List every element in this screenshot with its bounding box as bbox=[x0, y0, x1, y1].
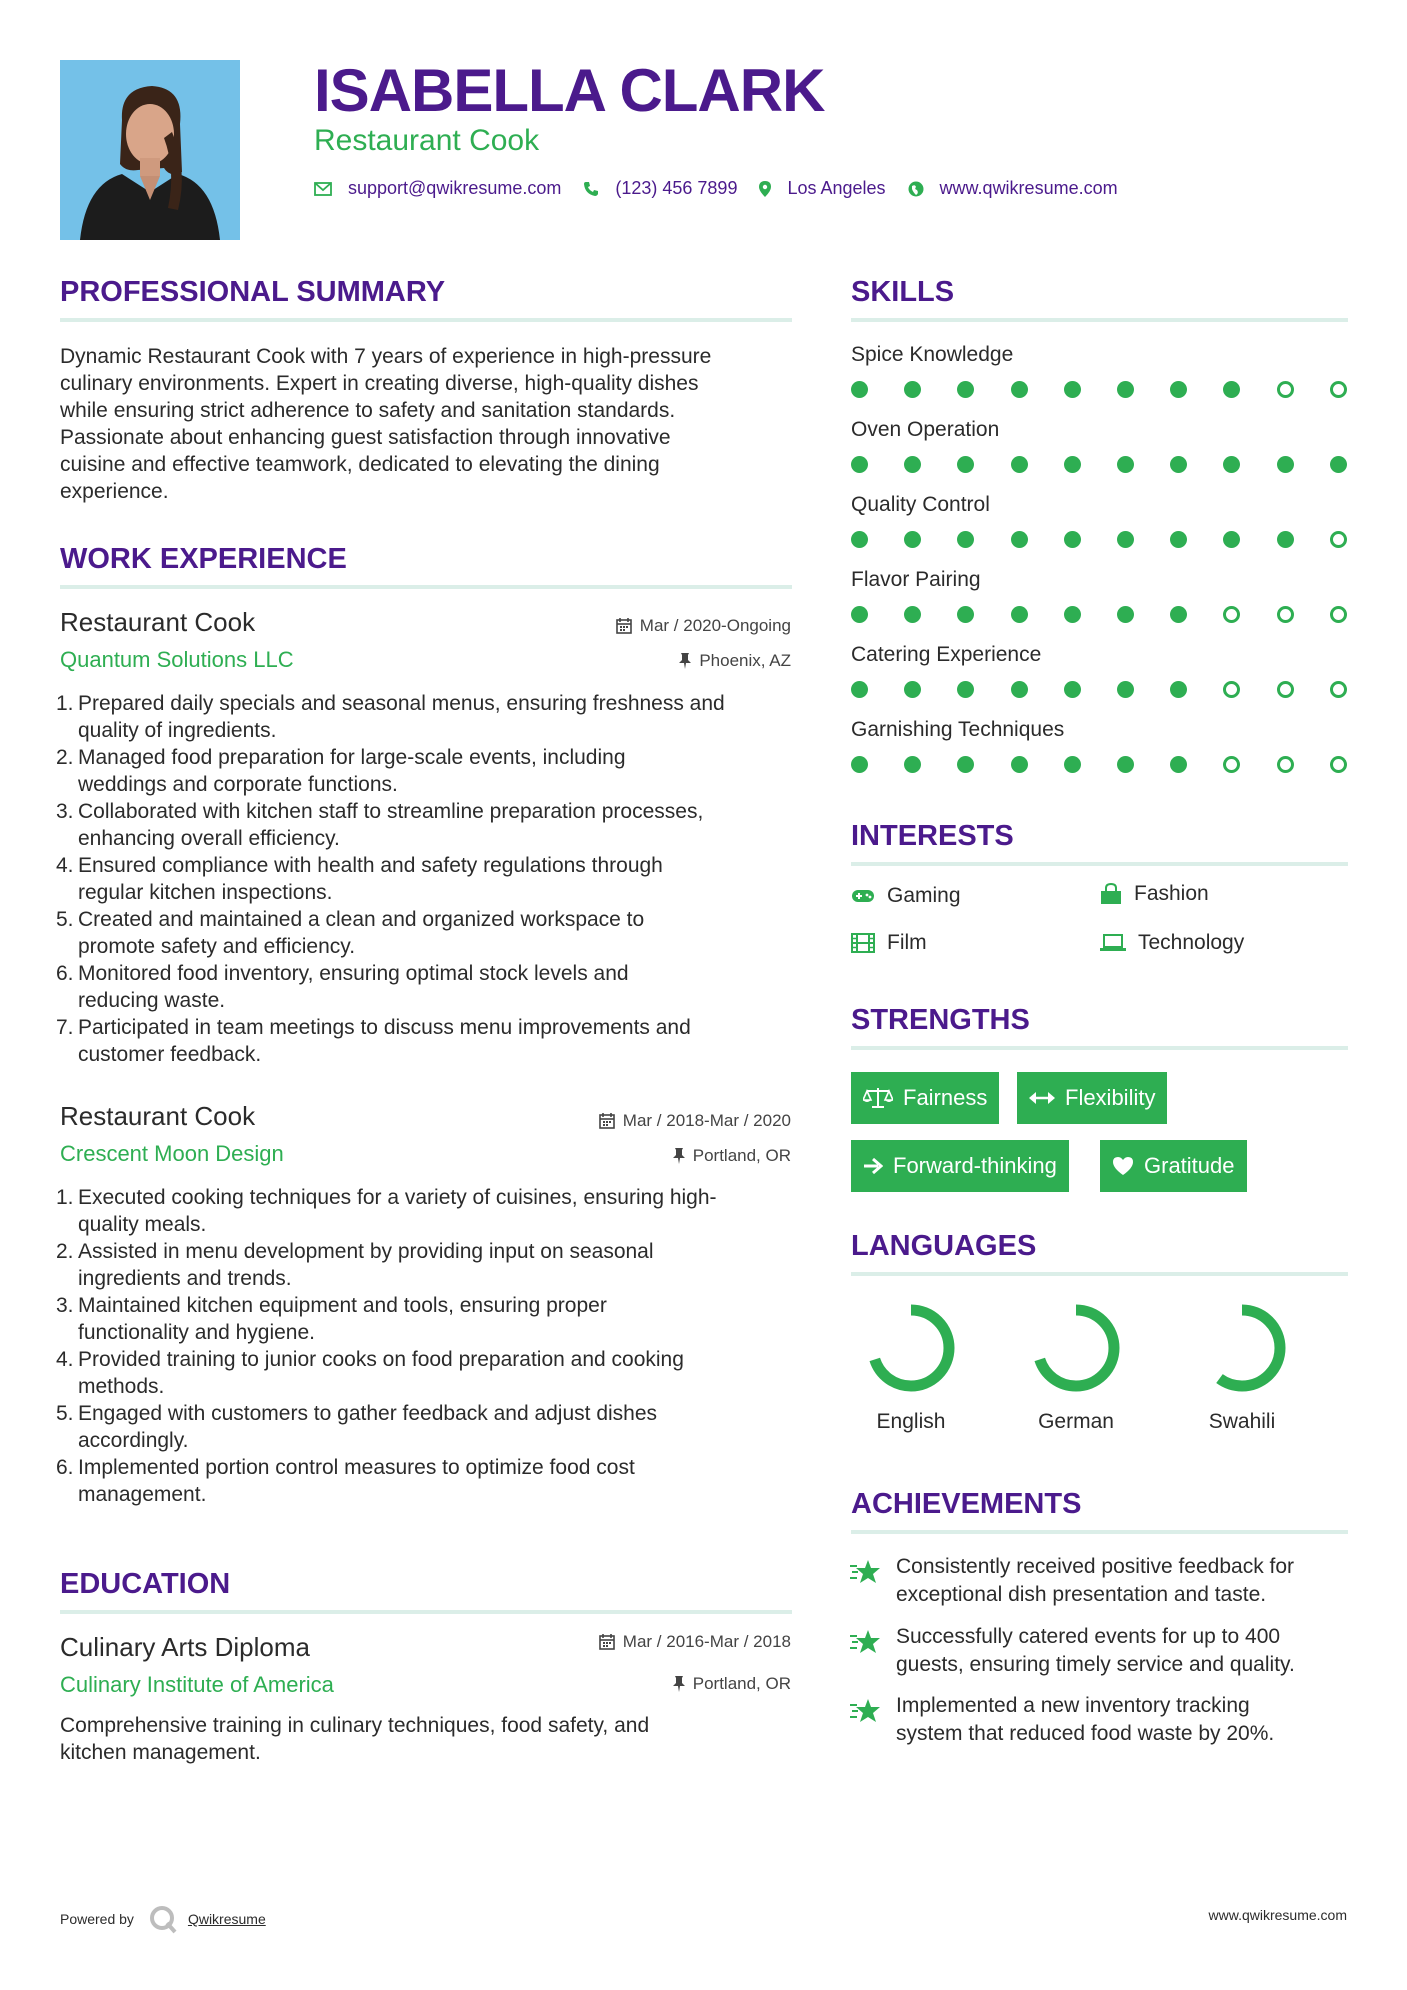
strength-badge-forward-thinking bbox=[851, 1140, 1069, 1192]
interest-label: Film bbox=[887, 931, 927, 954]
contact-bar bbox=[314, 178, 1140, 199]
rating-dot-filled bbox=[957, 606, 974, 623]
rating-dot-filled bbox=[1170, 681, 1187, 698]
summary-line: while ensuring strict adherence to safety and sanitation standards. bbox=[60, 399, 676, 422]
achievement-line: Consistently received positive feedback for bbox=[896, 1555, 1295, 1578]
language-gauge bbox=[1011, 1298, 1141, 1398]
job-1-location bbox=[679, 651, 791, 671]
language-gauge bbox=[846, 1298, 976, 1398]
rating-dot-filled bbox=[957, 756, 974, 773]
rating-dot-filled bbox=[904, 381, 921, 398]
pushpin-icon bbox=[673, 1148, 685, 1164]
interests-heading: INTERESTS bbox=[851, 820, 1014, 852]
rating-dot-filled bbox=[1064, 606, 1081, 623]
achievement-item bbox=[896, 1623, 1295, 1679]
pushpin-icon bbox=[679, 653, 691, 669]
strength-badge-fairness bbox=[851, 1072, 999, 1124]
balance-scale-icon bbox=[863, 1087, 893, 1109]
job-1-dates-text: Mar / 2020-Ongoing bbox=[639, 616, 791, 635]
rating-dot-empty bbox=[1223, 756, 1240, 773]
skill-name: Oven Operation bbox=[851, 418, 1000, 441]
achievement-line: guests, ensuring timely service and quality. bbox=[896, 1653, 1295, 1676]
summary-rule bbox=[60, 318, 792, 322]
rating-dot-filled bbox=[957, 381, 974, 398]
powered-by-text: Powered by bbox=[60, 1911, 134, 1927]
summary-line: experience. bbox=[60, 480, 169, 503]
arrow-right-icon bbox=[863, 1157, 883, 1175]
star-badge-icon bbox=[850, 1628, 882, 1661]
achievement-line: Successfully catered events for up to 400 bbox=[896, 1625, 1281, 1648]
language-level-arc bbox=[1204, 1310, 1280, 1386]
education-line: Comprehensive training in culinary techniques, food safety, and bbox=[60, 1714, 650, 1737]
rating-dot-filled bbox=[904, 531, 921, 548]
education-description bbox=[60, 1712, 800, 1766]
duty-item: 5. Engaged with customers to gather feedback and adjust dishes accordingly. bbox=[56, 1402, 658, 1452]
calendar-icon bbox=[616, 618, 632, 634]
rating-dot-filled bbox=[1117, 681, 1134, 698]
qwikresume-link[interactable]: Qwikresume bbox=[187, 1911, 266, 1927]
heart-icon bbox=[1112, 1156, 1134, 1176]
rating-dot-filled bbox=[851, 681, 868, 698]
strength-label: Forward-thinking bbox=[893, 1153, 1057, 1178]
candidate-name: ISABELLA CLARK bbox=[314, 57, 825, 124]
rating-dot-filled bbox=[957, 456, 974, 473]
rating-dot-filled bbox=[1011, 756, 1028, 773]
envelope-icon bbox=[314, 182, 332, 196]
rating-dot-filled bbox=[904, 606, 921, 623]
arrows-horizontal-icon bbox=[1029, 1091, 1055, 1105]
job-2-location-text: Portland, OR bbox=[692, 1146, 791, 1165]
skill-name: Spice Knowledge bbox=[851, 343, 1014, 366]
job-2-dates-text: Mar / 2018-Mar / 2020 bbox=[622, 1111, 791, 1130]
calendar-icon bbox=[599, 1634, 615, 1650]
job-1-duties bbox=[56, 690, 800, 1068]
job-1-company: Quantum Solutions LLC bbox=[60, 647, 294, 672]
phone-text[interactable]: (123) 456 7899 bbox=[615, 178, 738, 198]
rating-dot-filled bbox=[1330, 456, 1347, 473]
film-icon bbox=[851, 933, 875, 953]
pushpin-icon bbox=[673, 1676, 685, 1692]
rating-dot-filled bbox=[1170, 531, 1187, 548]
rating-dot-empty bbox=[1330, 381, 1347, 398]
experience-heading: WORK EXPERIENCE bbox=[60, 543, 347, 575]
rating-dot-filled bbox=[1064, 381, 1081, 398]
duty-item: 3. Collaborated with kitchen staff to streamline preparation processes, enhancing overall efficiency. bbox=[56, 800, 704, 850]
language-gauge bbox=[1177, 1298, 1307, 1398]
interest-technology bbox=[1100, 931, 1244, 955]
contact-location bbox=[759, 178, 885, 199]
education-degree: Culinary Arts Diploma bbox=[60, 1632, 310, 1662]
rating-dot-filled bbox=[1064, 681, 1081, 698]
education-school: Culinary Institute of America bbox=[60, 1672, 334, 1697]
education-line: kitchen management. bbox=[60, 1741, 261, 1764]
summary-line: Passionate about enhancing guest satisfaction through innovative bbox=[60, 426, 671, 449]
gamepad-icon bbox=[851, 888, 875, 904]
skills-heading: SKILLS bbox=[851, 276, 955, 308]
rating-dot-filled bbox=[904, 681, 921, 698]
summary-line: culinary environments. Expert in creating diverse, high-quality dishes bbox=[60, 372, 699, 395]
language-label: German bbox=[1038, 1410, 1114, 1433]
rating-dot-filled bbox=[1011, 531, 1028, 548]
job-2-duties bbox=[56, 1184, 800, 1508]
rating-dot-filled bbox=[1117, 756, 1134, 773]
rating-dot-filled bbox=[851, 381, 868, 398]
achievements-heading: ACHIEVEMENTS bbox=[851, 1488, 1082, 1520]
footer-powered-by bbox=[60, 1904, 266, 1934]
duty-item: 1. Executed cooking techniques for a variety of cuisines, ensuring high- quality meals. bbox=[56, 1186, 717, 1236]
rating-dot-filled bbox=[1223, 531, 1240, 548]
contact-website[interactable] bbox=[908, 178, 1118, 199]
rating-dot-filled bbox=[1117, 456, 1134, 473]
education-rule bbox=[60, 1610, 792, 1614]
rating-dot-filled bbox=[1117, 381, 1134, 398]
rating-dot-filled bbox=[851, 756, 868, 773]
duty-item: 5. Created and maintained a clean and organized workspace to promote safety and efficiency. bbox=[56, 908, 645, 958]
languages-heading: LANGUAGES bbox=[851, 1230, 1037, 1262]
rating-dot-filled bbox=[1170, 606, 1187, 623]
globe-icon bbox=[908, 181, 924, 197]
job-2-location bbox=[673, 1146, 791, 1166]
language-label: Swahili bbox=[1208, 1410, 1276, 1433]
duty-item: 3. Maintained kitchen equipment and tools, ensuring proper functionality and hygiene. bbox=[56, 1294, 607, 1344]
education-dates bbox=[599, 1632, 791, 1652]
job-2-dates bbox=[599, 1111, 791, 1131]
education-location bbox=[673, 1674, 791, 1694]
education-dates-text: Mar / 2016-Mar / 2018 bbox=[622, 1632, 791, 1651]
rating-dot-filled bbox=[851, 531, 868, 548]
interests-rule bbox=[851, 862, 1348, 866]
job-1-role: Restaurant Cook bbox=[60, 607, 256, 637]
skill-name: Flavor Pairing bbox=[851, 568, 981, 591]
strength-label: Flexibility bbox=[1065, 1085, 1156, 1110]
rating-dot-filled bbox=[851, 606, 868, 623]
star-badge-icon bbox=[850, 1558, 882, 1591]
summary-line: cuisine and effective teamwork, dedicated to elevating the dining bbox=[60, 453, 660, 476]
rating-dot-filled bbox=[1117, 606, 1134, 623]
skill-name: Garnishing Techniques bbox=[851, 718, 1065, 741]
rating-dot-filled bbox=[904, 756, 921, 773]
candidate-title: Restaurant Cook bbox=[314, 124, 540, 157]
rating-dot-empty bbox=[1277, 381, 1294, 398]
job-1-dates bbox=[616, 616, 791, 636]
achievement-item bbox=[896, 1553, 1294, 1609]
contact-email[interactable] bbox=[314, 178, 561, 199]
achievement-line: Implemented a new inventory tracking bbox=[896, 1694, 1250, 1717]
achievement-line: exceptional dish presentation and taste. bbox=[896, 1583, 1267, 1606]
rating-dot-filled bbox=[1277, 456, 1294, 473]
rating-dot-filled bbox=[1011, 681, 1028, 698]
language-level-arc bbox=[1038, 1310, 1114, 1386]
rating-dot-filled bbox=[1223, 381, 1240, 398]
rating-dot-filled bbox=[1011, 606, 1028, 623]
duty-item: 4. Ensured compliance with health and safety regulations through regular kitchen inspections. bbox=[56, 854, 663, 904]
languages-rule bbox=[851, 1272, 1348, 1276]
rating-dot-empty bbox=[1277, 606, 1294, 623]
profile-photo bbox=[60, 60, 240, 240]
interest-label: Fashion bbox=[1134, 882, 1209, 905]
interest-fashion bbox=[1100, 882, 1209, 906]
rating-dot-filled bbox=[1064, 531, 1081, 548]
phone-icon bbox=[583, 181, 599, 197]
map-marker-icon bbox=[759, 181, 771, 197]
rating-dot-filled bbox=[1117, 531, 1134, 548]
calendar-icon bbox=[599, 1113, 615, 1129]
job-1-location-text: Phoenix, AZ bbox=[699, 651, 791, 670]
rating-dot-empty bbox=[1330, 681, 1347, 698]
education-location-text: Portland, OR bbox=[692, 1674, 791, 1693]
rating-dot-filled bbox=[851, 456, 868, 473]
email-text[interactable]: support@qwikresume.com bbox=[348, 178, 562, 198]
achievements-rule bbox=[851, 1530, 1348, 1534]
interest-film bbox=[851, 931, 927, 955]
duty-item: 2. Assisted in menu development by providing input on seasonal ingredients and trends. bbox=[56, 1240, 654, 1290]
rating-dot-filled bbox=[957, 531, 974, 548]
rating-dot-empty bbox=[1277, 681, 1294, 698]
rating-dot-filled bbox=[1011, 456, 1028, 473]
shopping-bag-icon bbox=[1100, 883, 1122, 905]
experience-rule bbox=[60, 585, 792, 589]
rating-dot-empty bbox=[1330, 606, 1347, 623]
education-heading: EDUCATION bbox=[60, 1568, 231, 1600]
rating-dot-filled bbox=[1170, 381, 1187, 398]
rating-dot-empty bbox=[1223, 606, 1240, 623]
rating-dot-filled bbox=[1223, 456, 1240, 473]
skill-name: Quality Control bbox=[851, 493, 990, 516]
job-2-company: Crescent Moon Design bbox=[60, 1141, 284, 1166]
summary-line: Dynamic Restaurant Cook with 7 years of experience in high-pressure bbox=[60, 345, 712, 368]
rating-dot-filled bbox=[1064, 756, 1081, 773]
duty-item: 2. Managed food preparation for large-scale events, including weddings and corporate functions. bbox=[56, 746, 626, 796]
contact-phone[interactable] bbox=[583, 178, 737, 199]
strength-badge-flexibility bbox=[1017, 1072, 1167, 1124]
duty-item: 6. Monitored food inventory, ensuring optimal stock levels and reducing waste. bbox=[56, 962, 629, 1012]
duty-item: 7. Participated in team meetings to discuss menu improvements and customer feedback. bbox=[56, 1016, 691, 1066]
rating-dot-filled bbox=[957, 681, 974, 698]
location-text: Los Angeles bbox=[787, 178, 886, 198]
achievement-line: system that reduced food waste by 20%. bbox=[896, 1722, 1275, 1745]
language-level-arc bbox=[873, 1310, 949, 1386]
interest-label: Gaming bbox=[887, 884, 961, 907]
summary-heading: PROFESSIONAL SUMMARY bbox=[60, 276, 446, 308]
rating-dot-empty bbox=[1277, 756, 1294, 773]
strengths-rule bbox=[851, 1046, 1348, 1050]
rating-dot-filled bbox=[1011, 381, 1028, 398]
qwikresume-logo-icon bbox=[148, 1904, 178, 1934]
rating-dot-filled bbox=[904, 456, 921, 473]
interest-gaming bbox=[851, 884, 961, 908]
rating-dot-empty bbox=[1223, 681, 1240, 698]
footer-website[interactable]: www.qwikresume.com bbox=[1208, 1907, 1347, 1923]
strength-label: Fairness bbox=[903, 1085, 988, 1110]
rating-dot-empty bbox=[1330, 531, 1347, 548]
strengths-heading: STRENGTHS bbox=[851, 1004, 1030, 1036]
laptop-icon bbox=[1100, 934, 1126, 952]
rating-dot-filled bbox=[1170, 756, 1187, 773]
rating-dot-filled bbox=[1277, 531, 1294, 548]
rating-dot-empty bbox=[1330, 756, 1347, 773]
strength-label: Gratitude bbox=[1144, 1153, 1235, 1178]
strength-badge-gratitude bbox=[1100, 1140, 1247, 1192]
achievement-item bbox=[896, 1692, 1274, 1748]
rating-dot-filled bbox=[1064, 456, 1081, 473]
duty-item: 4. Provided training to junior cooks on food preparation and cooking methods. bbox=[56, 1348, 684, 1398]
interest-label: Technology bbox=[1138, 931, 1245, 954]
star-badge-icon bbox=[850, 1697, 882, 1730]
skill-name: Catering Experience bbox=[851, 643, 1042, 666]
website-text[interactable]: www.qwikresume.com bbox=[939, 178, 1118, 198]
job-2-role: Restaurant Cook bbox=[60, 1101, 256, 1131]
duty-item: 1. Prepared daily specials and seasonal menus, ensuring freshness and quality of ingredients. bbox=[56, 692, 725, 742]
skills-rule bbox=[851, 318, 1348, 322]
summary-text bbox=[60, 343, 800, 505]
language-label: English bbox=[876, 1410, 946, 1433]
duty-item: 6. Implemented portion control measures to optimize food cost management. bbox=[56, 1456, 635, 1506]
rating-dot-filled bbox=[1170, 456, 1187, 473]
